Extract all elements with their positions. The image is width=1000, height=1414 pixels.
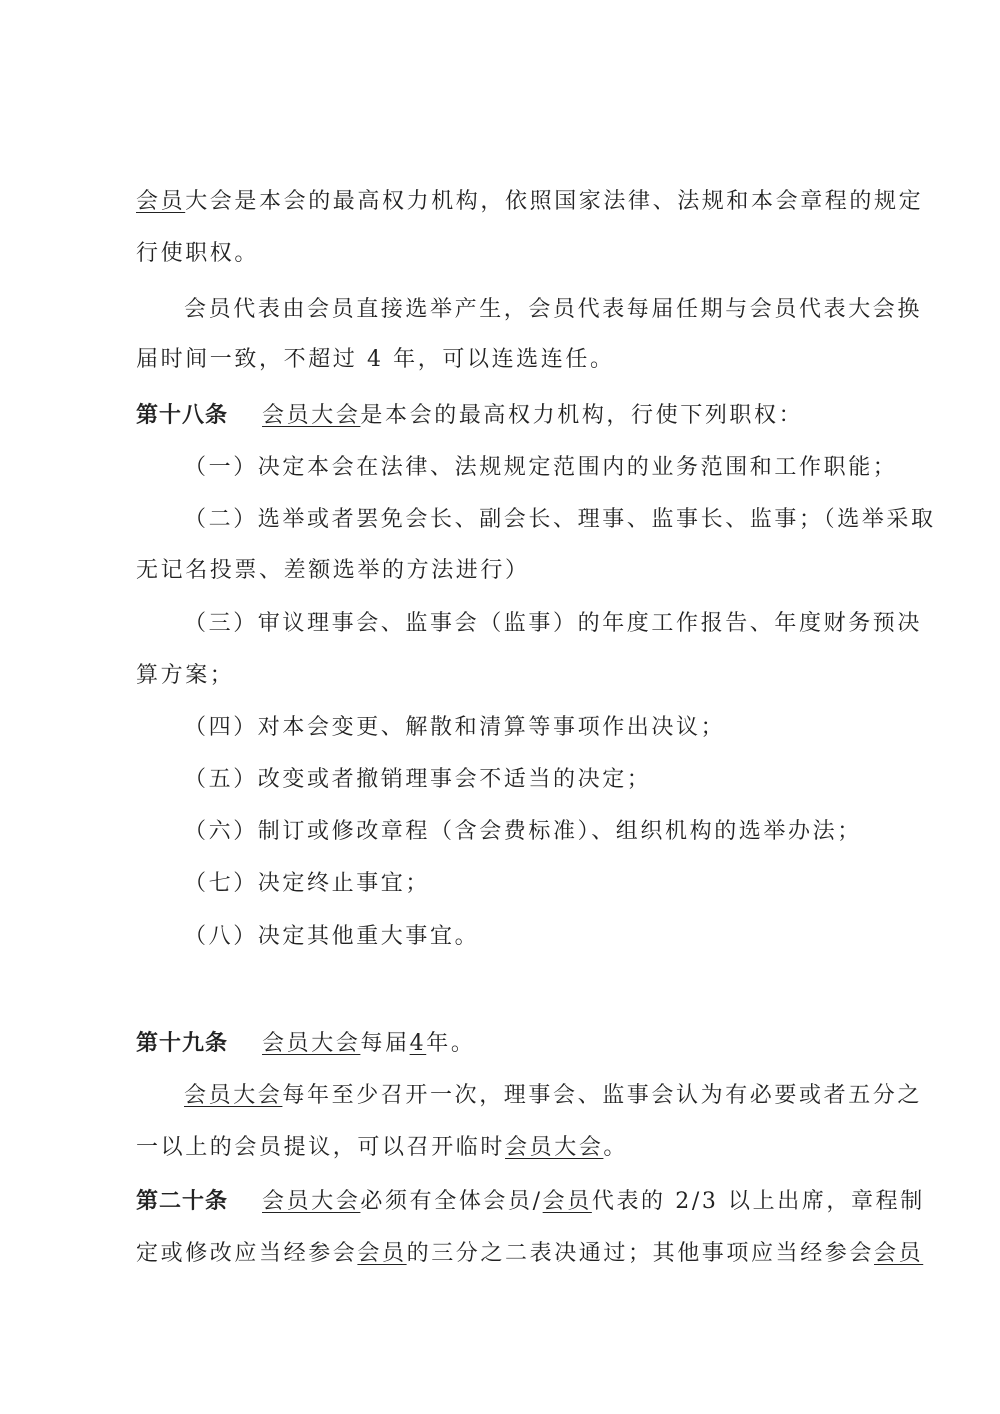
paragraph-line: 行使职权。 <box>136 241 260 266</box>
list-item: （四）对本会变更、解散和清算等事项作出决议； <box>184 715 726 740</box>
list-item: （七）决定终止事宜； <box>184 871 431 896</box>
underlined-term: 会员大会 <box>505 1135 604 1160</box>
underlined-term: 会员 <box>136 189 186 214</box>
article-19: 第十九条 会员大会每届4年。 <box>136 1031 476 1056</box>
underlined-term: 会员大会 <box>262 1189 361 1214</box>
underlined-term: 会员大会 <box>262 1031 361 1056</box>
list-item-continued: 算方案； <box>136 663 235 688</box>
list-item: （五）改变或者撤销理事会不适当的决定； <box>184 767 652 792</box>
article-label: 第十九条 <box>136 1031 229 1056</box>
paragraph-line: 会员大会每年至少召开一次，理事会、监事会认为有必要或者五分之 <box>184 1083 923 1108</box>
article-20: 第二十条 会员大会必须有全体会员/会员代表的 2/3 以上出席，章程制 <box>136 1189 925 1214</box>
article-18: 第十八条 会员大会是本会的最高权力机构，行使下列职权： <box>136 403 804 428</box>
list-item: （三）审议理事会、监事会（监事）的年度工作报告、年度财务预决 <box>184 611 923 636</box>
underlined-term: 会员 <box>357 1241 407 1266</box>
list-item: （八）决定其他重大事宜。 <box>184 924 480 949</box>
paragraph-line: 定或修改应当经参会会员的三分之二表决通过；其他事项应当经参会会员 <box>136 1241 924 1266</box>
list-item-continued: 无记名投票、差额选举的方法进行） <box>136 558 530 583</box>
underlined-term: 会员 <box>874 1241 924 1266</box>
paragraph-line: 届时间一致，不超过 4 年，可以连选连任。 <box>136 347 615 372</box>
list-item: （二）选举或者罢免会长、副会长、理事、监事长、监事；（选举采取 <box>184 507 936 532</box>
article-label: 第二十条 <box>136 1189 229 1214</box>
article-label: 第十八条 <box>136 403 229 428</box>
paragraph-line: 一以上的会员提议，可以召开临时会员大会。 <box>136 1135 629 1160</box>
underlined-term: 会员 <box>542 1189 592 1214</box>
underlined-term: 会员大会 <box>262 403 361 428</box>
underlined-term: 4 <box>409 1031 427 1056</box>
paragraph-line: 会员代表由会员直接选举产生，会员代表每届任期与会员代表大会换 <box>184 297 923 322</box>
list-item: （一）决定本会在法律、法规规定范围内的业务范围和工作职能； <box>184 455 898 480</box>
underlined-term: 会员大会 <box>184 1083 283 1108</box>
paragraph-line: 会员大会是本会的最高权力机构，依照国家法律、法规和本会章程的规定 <box>136 189 924 214</box>
list-item: （六）制订或修改章程（含会费标准）、组织机构的选举办法； <box>184 819 862 844</box>
